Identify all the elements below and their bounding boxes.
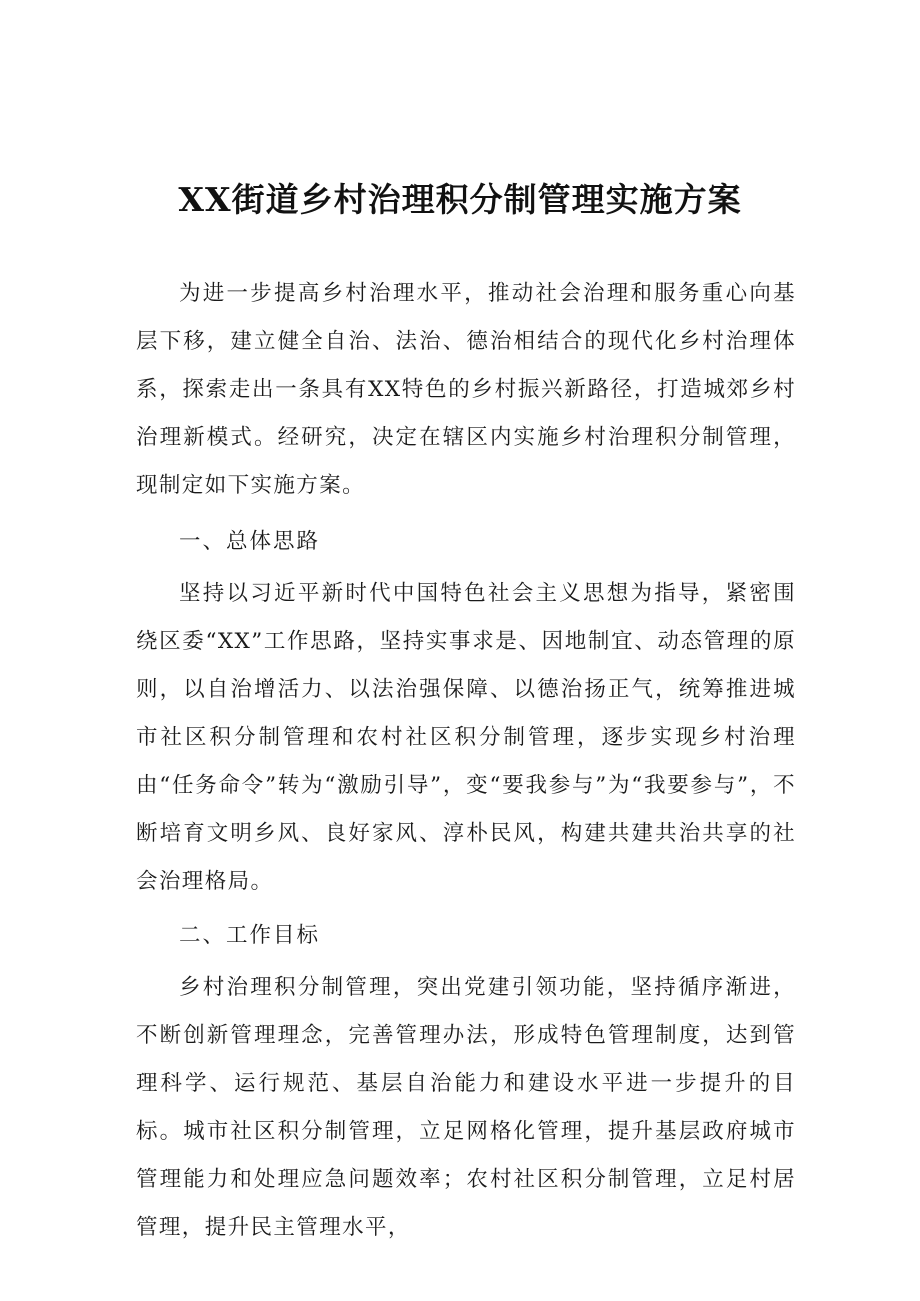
work-goals-paragraph: 乡村治理积分制管理，突出党建引领功能，坚持循序渐进，不断创新管理理念，完善管理办法，形成特色管理制度，达到管理科学、运行规范、基层自治能力和建设水平进一步提升的目标。城市社区积分制管理，立足网格化管理，提升基层政府城市管理能力和处理应急问题效率；农村社区积分制管理，立足村居管理，提升民主管理水平， xyxy=(136,975,796,1240)
section-heading-overall-approach: 一、总体思路 xyxy=(179,529,321,554)
document-title: XX街道乡村治理积分制管理实施方案 xyxy=(178,180,742,219)
section-heading-work-goals: 二、工作目标 xyxy=(179,923,321,948)
intro-paragraph: 为进一步提高乡村治理水平，推动社会治理和服务重心向基层下移，建立健全自治、法治、德治相结合的现代化乡村治理体系，探索走出一条具有XX特色的乡村振兴新路径，打造城郊乡村治理新模式。经研究，决定在辖区内实施乡村治理积分制管理，现制定如下实施方案。 xyxy=(136,281,796,498)
overall-approach-paragraph: 坚持以习近平新时代中国特色社会主义思想为指导，紧密围绕区委“XX”工作思路，坚持实事求是、因地制宜、动态管理的原则，以自治增活力、以法治强保障、以德治扬正气，统筹推进城市社区积分制管理和农村社区积分制管理，逐步实现乡村治理由“任务命令”转为“激励引导”，变“要我参与”为“我要参与”，不断培育文明乡风、良好家风、淳朴民风，构建共建共治共享的社会治理格局。 xyxy=(136,581,796,894)
document-body xyxy=(136,270,796,1252)
